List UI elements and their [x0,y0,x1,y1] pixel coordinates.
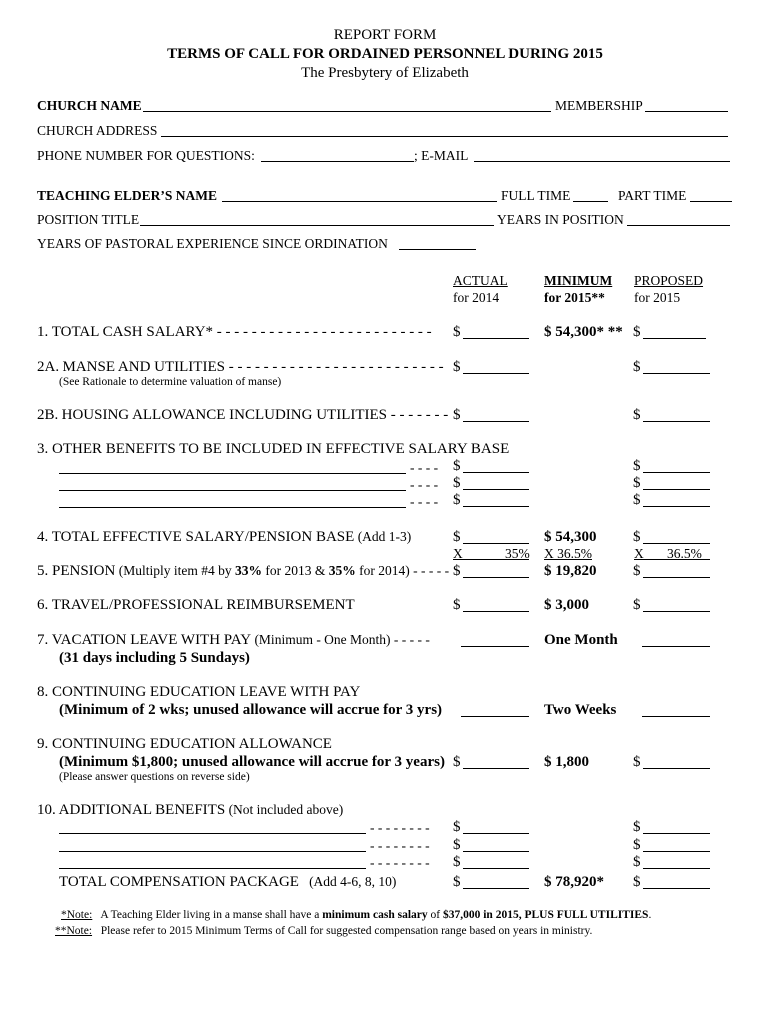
item-9-sub: (Minimum $1,800; unused allowance will accrue for 3 years) [59,754,445,770]
item-5-proposed-field[interactable] [643,577,710,578]
item-10-proposed-field[interactable] [643,851,710,852]
item-10-dashes: - - - - - - - - [370,820,430,835]
item-3-actual-field[interactable] [463,472,529,473]
minimum-pension-rate: X 36.5% [544,546,592,561]
item-2a-label [37,360,444,375]
col-actual-header: ACTUAL [453,273,508,288]
dollar-sign: $ [633,492,641,508]
part-time-field[interactable] [690,201,732,202]
total-text: TOTAL COMPENSATION PACKAGE [59,874,299,890]
item-6-actual-field[interactable] [463,611,529,612]
item-8-label: 8. CONTINUING EDUCATION LEAVE WITH PAY [37,684,361,700]
position-title-label: POSITION TITLE [37,212,140,227]
item-4-text: 4. TOTAL EFFECTIVE SALARY/PENSION BASE [37,529,355,545]
proposed-rate-underline [634,559,710,560]
email-field[interactable] [474,161,730,162]
church-name-label: CHURCH NAME [37,98,142,113]
item-4-label [37,530,411,545]
item-10-dashes: - - - - - - - - [370,838,430,853]
item-10-benefit-field[interactable] [59,833,366,834]
item-7-label [37,633,430,648]
membership-field[interactable] [645,111,728,112]
item-1-actual-field[interactable] [463,338,529,339]
note-1-a: A Teaching Elder living in a manse shall have a [100,909,323,921]
item-10-dashes: - - - - - - - - [370,855,430,870]
item-3-proposed-field[interactable] [643,472,710,473]
actual-pension-rate: 35% [505,546,530,561]
item-3-benefit-field[interactable] [59,490,406,491]
dollar-sign: $ [633,324,641,340]
item-4-actual-field[interactable] [463,543,529,544]
phone-label: PHONE NUMBER FOR QUESTIONS: [37,148,255,163]
actual-rate-underline [453,559,529,560]
dollar-sign: $ [453,475,461,491]
item-3-benefit-field[interactable] [59,507,406,508]
dollar-sign: $ [633,837,641,853]
item-1-minimum: $ 54,300* ** [544,324,623,340]
item-10-proposed-field[interactable] [643,833,710,834]
dollar-sign: $ [453,492,461,508]
years-in-position-label: YEARS IN POSITION [497,212,624,227]
dollar-sign: $ [633,529,641,545]
item-3-dashes: - - - - [410,494,439,509]
dollar-sign: $ [453,458,461,474]
dollar-sign: $ [453,407,461,423]
form-title: REPORT FORM [333,27,437,43]
item-2a-proposed-field[interactable] [643,373,710,374]
years-in-position-field[interactable] [627,225,730,226]
dollar-sign: $ [453,819,461,835]
item-2b-label [37,408,448,423]
item-6-proposed-field[interactable] [643,611,710,612]
item-5-note-a: (Multiply item #4 by [118,563,235,578]
item-9-proposed-field[interactable] [643,768,710,769]
item-7-sub: (31 days including 5 Sundays) [59,650,250,666]
part-time-label: PART TIME [618,188,687,203]
item-9-note: (Please answer questions on reverse side) [59,771,250,783]
note-1-label: *Note: [61,909,93,921]
item-5-label [37,564,449,579]
note-1-e: . [648,909,652,921]
church-name-field[interactable] [143,111,551,112]
note-2 [55,926,592,938]
col-minimum-header: MINIMUM [544,273,613,288]
proposed-pension-rate: 36.5% [667,546,702,561]
dollar-sign: $ [453,359,461,375]
item-2a-text: MANSE AND UTILITIES - - - - - - - - - - - - - - - - - - - - - - - - - [62,359,444,375]
note-1-b: minimum cash salary [322,909,428,921]
dollar-sign: $ [633,754,641,770]
col-proposed-sub: for 2015 [634,290,681,305]
dollar-sign: $ [453,529,461,545]
item-2a-actual-field[interactable] [463,373,529,374]
item-8-proposed-field[interactable] [642,716,710,717]
item-7-actual-field[interactable] [461,646,529,647]
item-9-actual-field[interactable] [463,768,529,769]
note-1-c: of [427,909,443,921]
membership-label: MEMBERSHIP [555,98,643,113]
item-6-minimum: $ 3,000 [544,597,589,613]
item-7-minimum: One Month [544,632,618,648]
dollar-sign: $ [453,874,461,890]
item-10-proposed-field[interactable] [643,868,710,869]
proposed-multiplier-x: X [634,546,644,561]
item-3-dashes: - - - - [410,477,439,492]
item-9-minimum: $ 1,800 [544,754,589,770]
years-experience-field[interactable] [399,249,476,250]
col-actual-sub: for 2014 [453,290,500,305]
dollar-sign: $ [453,324,461,340]
item-2a-note: (See Rationale to determine valuation of manse) [59,376,282,388]
dollar-sign: $ [633,597,641,613]
item-10-actual-field[interactable] [463,833,529,834]
item-2b-number: 2B. [37,407,59,423]
full-time-field[interactable] [573,201,608,202]
phone-field[interactable] [261,161,414,162]
total-actual-field[interactable] [463,888,529,889]
church-address-field[interactable] [161,136,728,137]
teaching-elder-field[interactable] [222,201,497,202]
item-3-proposed-field[interactable] [643,506,710,507]
note-1-d: $37,000 in 2015, PLUS FULL UTILITIES [442,909,649,921]
item-3-proposed-field[interactable] [643,489,710,490]
total-minimum: $ 78,920* [544,874,604,890]
item-8-actual-field[interactable] [461,716,529,717]
years-experience-label: YEARS OF PASTORAL EXPERIENCE SINCE ORDINATION [37,236,388,251]
dollar-sign: $ [633,819,641,835]
item-2b-actual-field[interactable] [463,421,529,422]
item-2a-number: 2A. [37,359,60,375]
item-10-benefit-field[interactable] [59,851,366,852]
item-10-note: (Not included above) [228,802,344,817]
item-10-actual-field[interactable] [463,851,529,852]
total-label [59,875,396,890]
item-4-proposed-field[interactable] [643,543,710,544]
item-4-note: (Add 1-3) [357,529,412,544]
item-5-note-b: 33% [234,563,262,578]
item-10-text: 10. ADDITIONAL BENEFITS [37,802,226,818]
dollar-sign: $ [633,874,641,890]
actual-multiplier-x: X [453,546,463,561]
item-3-actual-field[interactable] [463,489,529,490]
form-subtitle: TERMS OF CALL FOR ORDAINED PERSONNEL DURING 2015 [167,46,603,62]
item-8-sub: (Minimum of 2 wks; unused allowance will accrue for 3 yrs) [59,702,443,718]
teaching-elder-label: TEACHING ELDER’S NAME [37,188,218,203]
full-time-label: FULL TIME [501,188,571,203]
note-2-label: **Note: [55,925,93,937]
total-proposed-field[interactable] [643,888,710,889]
col-proposed-header: PROPOSED [634,273,704,288]
dollar-sign: $ [633,359,641,375]
item-7-text: 7. VACATION LEAVE WITH PAY [37,632,252,648]
dollar-sign: $ [453,837,461,853]
item-4-minimum: $ 54,300 [544,529,597,545]
dollar-sign: $ [633,458,641,474]
item-3-benefit-field[interactable] [59,473,406,474]
item-1-label: 1. TOTAL CASH SALARY* - - - - - - - - - - - - - - - - - - - - - - - - - [37,324,432,340]
item-7-note: (Minimum - One Month) - - - - - [254,632,430,647]
dollar-sign: $ [453,597,461,613]
item-6-label: 6. TRAVEL/PROFESSIONAL REIMBURSEMENT [37,597,355,613]
dollar-sign: $ [453,754,461,770]
dollar-sign: $ [633,475,641,491]
item-8-minimum: Two Weeks [544,702,617,718]
presbytery-name: The Presbytery of Elizabeth [301,65,469,81]
item-5-text: 5. PENSION [37,563,116,579]
item-3-label: 3. OTHER BENEFITS TO BE INCLUDED IN EFFECTIVE SALARY BASE [37,441,510,457]
item-3-dashes: - - - - [410,460,439,475]
total-note: (Add 4-6, 8, 10) [309,874,397,889]
item-10-label [37,803,343,818]
item-5-minimum: $ 19,820 [544,563,597,579]
item-1-proposed-field[interactable] [643,338,706,339]
email-label: ; E-MAIL [414,148,469,163]
item-9-label: 9. CONTINUING EDUCATION ALLOWANCE [37,736,332,752]
item-10-benefit-field[interactable] [59,868,366,869]
item-2b-proposed-field[interactable] [643,421,710,422]
dollar-sign: $ [633,407,641,423]
item-5-note-e: for 2014) - - - - - [355,563,450,578]
dollar-sign: $ [633,854,641,870]
item-5-note-c: for 2013 & [261,563,329,578]
dollar-sign: $ [453,563,461,579]
item-10-actual-field[interactable] [463,868,529,869]
item-5-actual-field[interactable] [463,577,529,578]
item-2b-text: HOUSING ALLOWANCE INCLUDING UTILITIES - - - - - - - [61,407,449,423]
item-7-proposed-field[interactable] [642,646,710,647]
dollar-sign: $ [453,854,461,870]
dollar-sign: $ [633,563,641,579]
note-1 [61,910,651,922]
item-5-note-d: 35% [328,563,356,578]
item-3-actual-field[interactable] [463,506,529,507]
note-2-text: Please refer to 2015 Minimum Terms of Call for suggested compensation range based on years in ministry. [100,925,593,937]
position-title-field[interactable] [140,225,494,226]
church-address-label: CHURCH ADDRESS [37,123,158,138]
col-minimum-sub: for 2015** [544,290,605,305]
